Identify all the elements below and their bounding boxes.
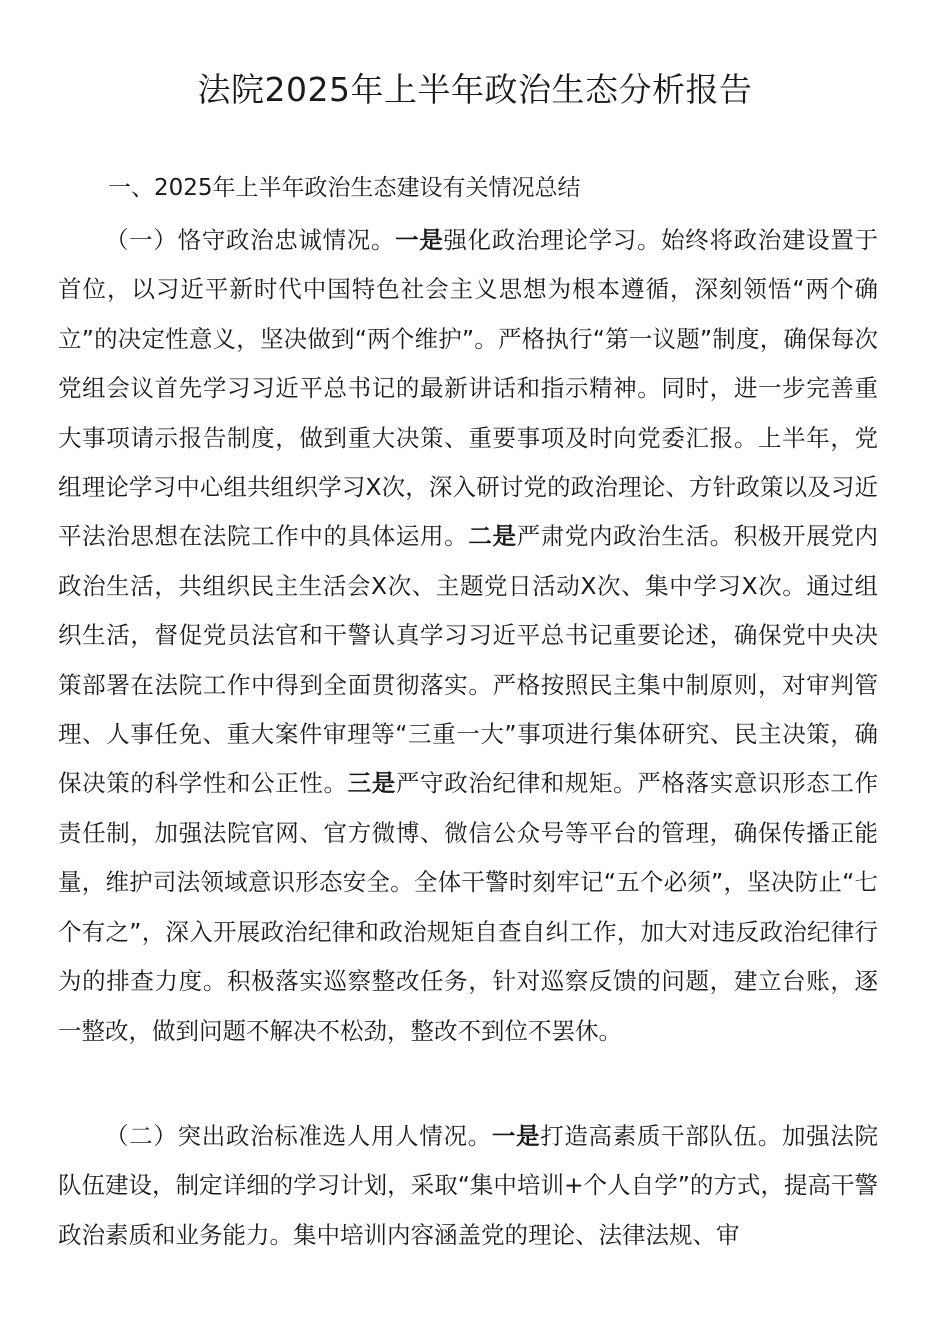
point-text-3: 严守政治纪律和规矩。严格落实意识形态工作责任制，加强法院官网、官方微博、微信公众号等平台的管理，确保传播正能量，维护司法领域意识形态安全。全体干警时刻牢记“五个必须”，坚决防止“七个有之”，深入开展政治纪律和政治规矩自查自纠工作，加大对违反政治纪律行为的排查力度。积极落实巡察整改任务，针对巡察反馈的问题，建立台账，逐一整改，做到问题不解决不松劲，整改不到位不罢休。: [58, 769, 879, 1045]
paragraph-personnel-selection: [58, 1112, 878, 1260]
section-heading: 一、2025年上半年政治生态建设有关情况总结: [108, 175, 581, 201]
point-marker-1: 一是: [491, 1122, 541, 1150]
paragraph-lead: （一）恪守政治忠诚情况。: [105, 226, 396, 254]
paragraph-lead: （二）突出政治标准选人用人情况。: [105, 1122, 492, 1150]
point-marker-3: 三是: [347, 769, 396, 798]
point-text-1: 强化政治理论学习。始终将政治建设置于首位，以习近平新时代中国特色社会主义思想为根本遵循，深刻领悟“两个确立”的决定性意义，坚决做到“两个维护”。严格执行“第一议题”制度，确保每次党组会议首先学习习近平总书记的最新讲话和指示精神。同时，进一步完善重大事项请示报告制度，做到重大决策、重要事项及时向党委汇报。上半年，党组理论学习中心组共组织学习X次，深入研讨党的政治理论、方针政策以及习近平法治思想在法院工作中的具体运用。: [58, 226, 879, 551]
point-text-1: 打造高素质干部队伍。加强法院队伍建设，制定详细的学习计划，采取“集中培训+个人自学”的方式，提高干警政治素质和业务能力。集中培训内容涵盖党的理论、法律法规、审: [58, 1122, 879, 1249]
paragraph-political-loyalty: [58, 216, 878, 1056]
document-title: 法院2025年上半年政治生态分析报告: [197, 70, 753, 109]
point-marker-2: 二是: [468, 522, 517, 551]
point-text-2: 严肃党内政治生活。积极开展党内政治生活，共组织民主生活会X次、主题党日活动X次、集中学习X次。通过组织生活，督促党员法官和干警认真学习习近平总书记重要论述，确保党中央决策部署在法院工作中得到全面贯彻落实。严格按照民主集中制原则，对审判管理、人事任免、重大案件审理等“三重一大”事项进行集体研究、民主决策，确保决策的科学性和公正性。: [58, 522, 879, 798]
point-marker-1: 一是: [395, 226, 444, 254]
